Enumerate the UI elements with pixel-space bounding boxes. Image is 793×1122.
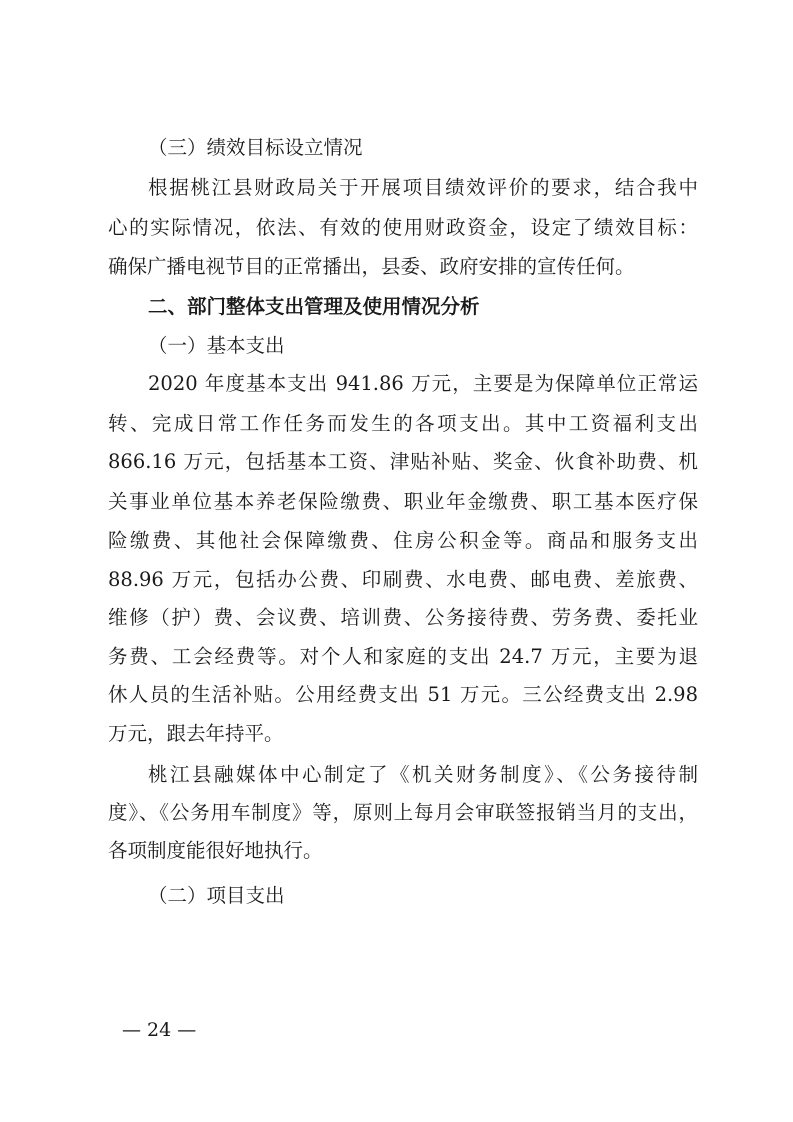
paragraph-line: 转、完成日常工作任务而发生的各项支出。其中工资福利支出 <box>108 412 698 435</box>
paragraph-line: 各项制度能很好地执行。 <box>108 839 323 862</box>
paragraph-line: 桃江县融媒体中心制定了《机关财务制度》、《公务接待制 <box>148 763 698 786</box>
paragraph-line: 88.96 万元，包括办公费、印刷费、水电费、邮电费、差旅费、 <box>108 568 698 591</box>
subheading-performance-goals: （三）绩效目标设立情况 <box>148 136 363 159</box>
paragraph-line: 866.16 万元，包括基本工资、津贴补贴、奖金、伙食补助费、机 <box>108 450 698 473</box>
subheading-project-expenditure: （二）项目支出 <box>148 884 285 907</box>
paragraph-line: 关事业单位基本养老保险缴费、职业年金缴费、职工基本医疗保 <box>108 490 698 513</box>
paragraph-line: 心的实际情况，依法、有效的使用财政资金，设定了绩效目标： <box>108 216 698 239</box>
paragraph-line: 根据桃江县财政局关于开展项目绩效评价的要求，结合我中 <box>148 176 698 199</box>
paragraph-line: 险缴费、其他社会保障缴费、住房公积金等。商品和服务支出 <box>108 529 698 552</box>
paragraph-line: 度》、《公务用车制度》等，原则上每月会审联签报销当月的支出， <box>108 801 698 824</box>
heading-expenditure-analysis: 二、部门整体支出管理及使用情况分析 <box>148 295 480 318</box>
paragraph-line: 维修（护）费、会议费、培训费、公务接待费、劳务费、委托业 <box>108 606 698 629</box>
paragraph-line: 务费、工会经费等。对个人和家庭的支出 24.7 万元，主要为退 <box>108 645 698 668</box>
subheading-basic-expenditure: （一）基本支出 <box>148 334 285 357</box>
page-number: — 24 — <box>122 1019 197 1041</box>
paragraph-line: 万元，跟去年持平。 <box>108 722 284 745</box>
paragraph-line: 2020 年度基本支出 941.86 万元，主要是为保障单位正常运 <box>148 372 698 395</box>
paragraph-line: 确保广播电视节目的正常播出，县委、政府安排的宣传任何。 <box>108 255 635 278</box>
paragraph-line: 休人员的生活补贴。公用经费支出 51 万元。三公经费支出 2.98 <box>108 683 698 706</box>
